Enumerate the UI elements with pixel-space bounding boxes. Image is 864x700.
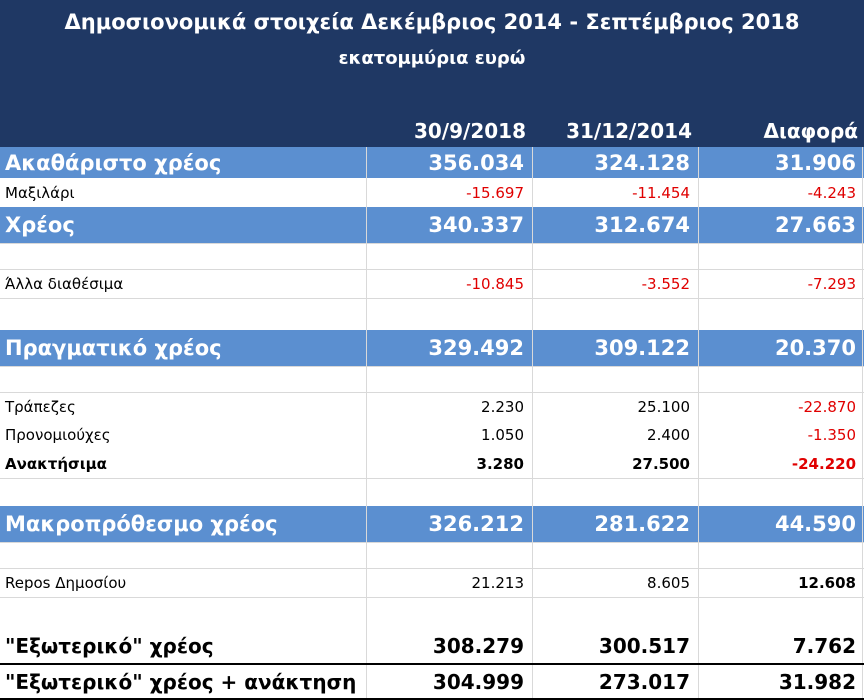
- table-row: [0, 393, 864, 421]
- value-difference: 7.762: [792, 634, 856, 658]
- row-label: Χρέος: [5, 213, 75, 237]
- table-row: [0, 270, 864, 298]
- value-2014: -11.454: [632, 183, 690, 202]
- value-2014: 25.100: [637, 398, 690, 416]
- row-label: Ακαθάριστο χρέος: [5, 150, 222, 175]
- value-2018: 329.492: [428, 336, 524, 360]
- grid-line: [0, 269, 864, 270]
- column-header-difference: Διαφορά: [763, 119, 858, 143]
- row-label: "Εξωτερικό" χρέος + ανάκτηση: [5, 669, 357, 694]
- value-difference: 31.906: [774, 150, 856, 175]
- value-difference: -24.220: [791, 455, 856, 473]
- grid-line: [0, 597, 864, 598]
- value-2018: 308.279: [432, 634, 524, 658]
- grid-line: [0, 478, 864, 479]
- table-row: [0, 569, 864, 597]
- grid-line: [366, 147, 367, 700]
- value-2014: -3.552: [641, 275, 690, 293]
- value-2018: 1.050: [481, 426, 524, 444]
- table-title: Δημοσιονομικά στοιχεία Δεκέμβριος 2014 - Σεπτέμβριος 2018: [64, 10, 800, 34]
- grid-line: [698, 147, 699, 700]
- value-difference: -4.243: [807, 183, 856, 202]
- table-row: [0, 450, 864, 478]
- table-subtitle: εκατομμύρια ευρώ: [338, 48, 526, 69]
- value-2014: 324.128: [594, 150, 690, 175]
- row-label: Προνομιούχες: [5, 426, 111, 444]
- value-2018: 356.034: [428, 150, 524, 175]
- value-2018: -10.845: [466, 275, 524, 293]
- value-difference: 20.370: [774, 336, 856, 360]
- value-difference: -1.350: [807, 426, 856, 444]
- grid-line: [0, 366, 864, 367]
- row-label: Άλλα διαθέσιμα: [5, 275, 124, 293]
- value-difference: 31.982: [778, 669, 856, 694]
- row-divider: [0, 663, 864, 665]
- row-label: Μαξιλάρι: [5, 183, 75, 202]
- value-difference: -22.870: [798, 398, 856, 416]
- grid-line: [0, 243, 864, 244]
- value-difference: 44.590: [774, 512, 856, 536]
- column-header-2014: 31/12/2014: [566, 119, 692, 143]
- value-2014: 2.400: [647, 426, 690, 444]
- value-2018: 304.999: [432, 669, 524, 694]
- row-label: "Εξωτερικό" χρέος: [5, 634, 214, 658]
- value-2018: 2.230: [481, 398, 524, 416]
- row-label: Μακροπρόθεσμο χρέος: [5, 512, 278, 536]
- table-row: [0, 629, 864, 663]
- table-row: [0, 506, 864, 542]
- value-2014: 312.674: [594, 213, 690, 237]
- value-2018: 326.212: [428, 512, 524, 536]
- value-difference: -7.293: [807, 275, 856, 293]
- row-label: Repos Δημοσίου: [5, 574, 127, 592]
- row-label: Τράπεζες: [5, 398, 76, 416]
- value-2014: 8.605: [647, 574, 690, 592]
- value-2014: 27.500: [632, 455, 690, 473]
- row-label: Ανακτήσιμα: [5, 455, 107, 473]
- value-2014: 273.017: [598, 669, 690, 694]
- grid-line: [0, 568, 864, 569]
- column-header-2018: 30/9/2018: [413, 119, 526, 143]
- value-2018: 3.280: [476, 455, 524, 473]
- value-2014: 309.122: [594, 336, 690, 360]
- table-row: [0, 147, 864, 178]
- value-2018: 340.337: [428, 213, 524, 237]
- grid-line: [532, 147, 533, 700]
- value-2014: 300.517: [598, 634, 690, 658]
- table-row: [0, 207, 864, 243]
- grid-line: [862, 147, 863, 700]
- table-row: [0, 330, 864, 366]
- row-label: Πραγματικό χρέος: [5, 336, 222, 360]
- table-row: [0, 179, 864, 206]
- grid-line: [0, 392, 864, 393]
- table-row: [0, 665, 864, 698]
- grid-line: [0, 298, 864, 299]
- grid-line: [0, 542, 864, 543]
- table-row: [0, 421, 864, 449]
- value-2018: 21.213: [471, 574, 524, 592]
- value-difference: 12.608: [798, 574, 856, 592]
- value-difference: 27.663: [774, 213, 856, 237]
- value-2018: -15.697: [466, 183, 524, 202]
- value-2014: 281.622: [594, 512, 690, 536]
